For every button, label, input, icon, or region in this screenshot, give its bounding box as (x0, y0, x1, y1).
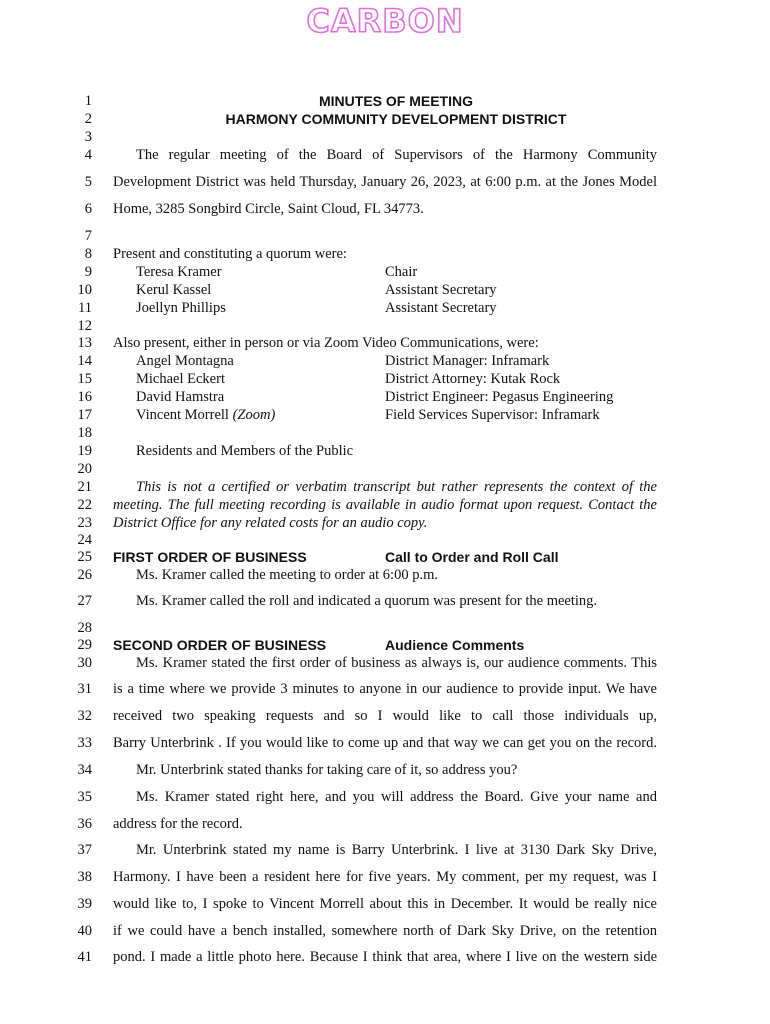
text-line: This is not a certified or verbatim transcript but rather represents the context of the (136, 479, 657, 495)
public-attendees: Residents and Members of the Public (136, 443, 354, 459)
line-number: 12 (77, 318, 92, 334)
line-number: 29 (77, 637, 92, 653)
line-number: 36 (77, 816, 92, 832)
text-line: Ms. Kramer stated the first order of business as always is, our audience comments. This (136, 655, 657, 671)
text-line: The regular meeting of the Board of Supervisors of the Harmony Community (136, 147, 657, 163)
section-title: Audience Comments (385, 637, 525, 653)
line-number: 1 (84, 93, 92, 109)
text-line: Ms. Kramer called the roll and indicated a quorum was present for the meeting. (136, 593, 598, 609)
attendee-name-with-note (136, 407, 275, 424)
attendee-name: Kerul Kassel (136, 282, 212, 298)
line-number: 7 (84, 228, 92, 244)
quorum-heading: Present and constituting a quorum were: (113, 246, 347, 262)
attendee-role: Assistant Secretary (385, 300, 497, 316)
line-number: 19 (77, 443, 92, 459)
line-number: 33 (77, 735, 92, 751)
text-line: Harmony. I have been a resident here for five years. My comment, per my request, was I (113, 869, 657, 885)
text-line: Mr. Unterbrink stated thanks for taking care of it, so address you? (136, 762, 518, 778)
line-number: 27 (77, 593, 92, 609)
attendee-role: District Attorney: Kutak Rock (385, 371, 561, 387)
line-number: 41 (77, 949, 92, 965)
attendee-role: District Engineer: Pegasus Engineering (385, 389, 614, 405)
line-number: 16 (77, 389, 92, 405)
line-number: 14 (77, 353, 92, 369)
text-line: meeting. The full meeting recording is available in audio format upon request. Contact the (113, 497, 657, 513)
line-number: 22 (77, 497, 92, 513)
line-number: 35 (77, 789, 92, 805)
line-number: 11 (78, 300, 92, 316)
line-number: 25 (77, 549, 92, 565)
line-number: 30 (77, 655, 92, 671)
text-line: Mr. Unterbrink stated my name is Barry Unterbrink. I live at 3130 Dark Sky Drive, (136, 842, 657, 858)
attendee-name: David Hamstra (136, 389, 225, 405)
section-label: SECOND ORDER OF BUSINESS (113, 637, 327, 653)
line-number: 28 (77, 620, 92, 636)
line-number: 3 (84, 129, 92, 145)
line-number: 23 (77, 515, 92, 531)
text-line: Ms. Kramer stated right here, and you will address the Board. Give your name and (136, 789, 657, 805)
line-number: 32 (77, 708, 92, 724)
attendee-name: Vincent Morrell (136, 407, 229, 423)
line-number: 9 (84, 264, 92, 280)
line-number: 17 (77, 407, 92, 423)
carbon-watermark: CARBON (306, 2, 464, 40)
text-line: address for the record. (113, 816, 243, 832)
document-title: MINUTES OF MEETING (319, 93, 473, 109)
line-number: 31 (77, 681, 92, 697)
attendee-role: Field Services Supervisor: Inframark (385, 407, 600, 423)
section-title: Call to Order and Roll Call (385, 549, 559, 565)
line-number: 8 (84, 246, 92, 262)
text-line: pond. I made a little photo here. Because I think that area, where I live on the western side (113, 949, 657, 965)
line-number: 40 (77, 923, 92, 939)
line-number: 13 (77, 335, 92, 351)
also-present-heading: Also present, either in person or via Zoom Video Communications, were: (113, 335, 539, 351)
line-number: 34 (77, 762, 92, 778)
attendee-name: Joellyn Phillips (136, 300, 226, 316)
line-number: 6 (84, 201, 92, 217)
line-number: 2 (84, 111, 92, 127)
attendee-name: Teresa Kramer (136, 264, 222, 280)
line-number: 24 (77, 532, 92, 548)
text-line: Development District was held Thursday, January 26, 2023, at 6:00 p.m. at the Jones Model (113, 174, 657, 190)
text-line: Home, 3285 Songbird Circle, Saint Cloud, FL 34773. (113, 201, 424, 217)
line-number: 38 (77, 869, 92, 885)
attendee-name: Angel Montagna (136, 353, 234, 369)
line-number: 21 (77, 479, 92, 495)
line-number: 20 (77, 461, 92, 477)
text-line: District Office for any related costs for an audio copy. (113, 515, 428, 531)
attendee-role: Assistant Secretary (385, 282, 497, 298)
text-line: if we could have a bench installed, somewhere north of Dark Sky Drive, on the retention (113, 923, 657, 939)
text-line: received two speaking requests and so I would like to call those individuals up, (113, 708, 657, 724)
section-label: FIRST ORDER OF BUSINESS (113, 549, 307, 565)
line-number: 15 (77, 371, 92, 387)
text-line: is a time where we provide 3 minutes to anyone in our audience to provide input. We have (113, 681, 657, 697)
line-number: 37 (77, 842, 92, 858)
line-number: 5 (84, 174, 92, 190)
text-line: Ms. Kramer called the meeting to order at 6:00 p.m. (136, 567, 438, 583)
line-number: 26 (77, 567, 92, 583)
attendee-name: Michael Eckert (136, 371, 225, 387)
line-number: 4 (84, 147, 92, 163)
line-number: 18 (77, 425, 92, 441)
line-number: 39 (77, 896, 92, 912)
text-line: would like to, I spoke to Vincent Morrell about this in December. It would be really nice (113, 896, 657, 912)
line-number: 10 (77, 282, 92, 298)
attendee-role: Chair (385, 264, 418, 280)
document-subtitle: HARMONY COMMUNITY DEVELOPMENT DISTRICT (225, 111, 567, 127)
text-line: Barry Unterbrink . If you would like to come up and that way we can get you on the record. (113, 735, 657, 751)
attendee-note: (Zoom) (232, 407, 276, 423)
attendee-role: District Manager: Inframark (385, 353, 550, 369)
